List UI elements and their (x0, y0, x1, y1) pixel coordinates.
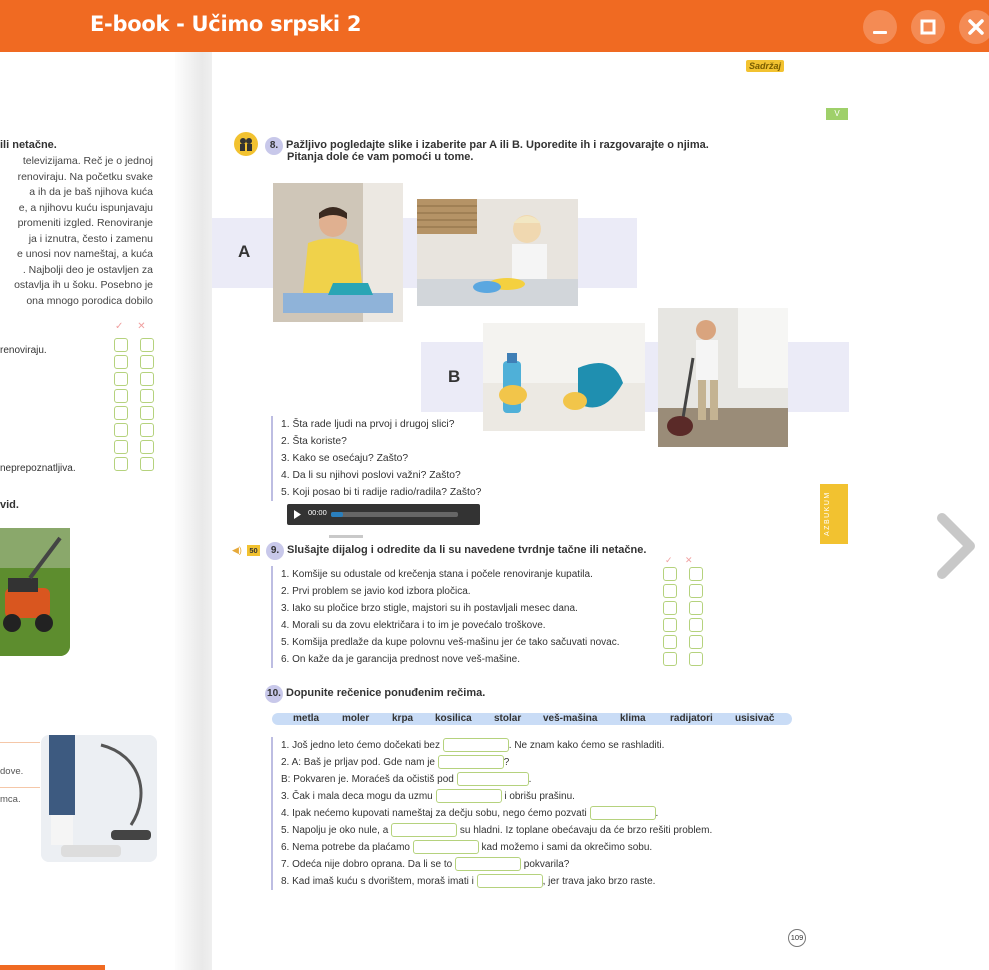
fill-in-blank-input[interactable] (413, 840, 479, 854)
page-number: 109 (788, 929, 806, 947)
true-checkbox[interactable] (663, 601, 677, 615)
close-button[interactable] (959, 10, 989, 44)
false-checkbox[interactable] (689, 601, 703, 615)
exercise9-statements (271, 566, 620, 668)
sentence-item: 8. Kad imaš kuću s dvorištem, moraš imati i , jer trava jako brzo raste. (281, 876, 656, 887)
word-bank-item: usisivač (735, 713, 775, 724)
vacuuming-man-photo[interactable] (658, 308, 788, 447)
statement-item: 6. On kaže da je garancija prednost nove veš-mašine. (281, 654, 521, 665)
pair-b-label: B (448, 367, 461, 386)
true-checkbox[interactable] (663, 652, 677, 666)
left-caption-1: dove. (0, 766, 24, 777)
audio-progress-fill (331, 512, 343, 517)
left-page (0, 52, 175, 970)
fill-in-blank-input[interactable] (590, 806, 656, 820)
word-bank-item: krpa (392, 713, 414, 724)
ironing-woman-photo[interactable] (273, 183, 403, 322)
left-tick-labels: ✓ ✕ (115, 321, 146, 332)
left-true-box[interactable] (114, 440, 128, 454)
left-false-box[interactable] (140, 338, 154, 352)
exercise8-instruction: 8. Pažljivo pogledajte slike i izaberite par A ili B. Uporedite ih i razgovarajte o njima. (265, 137, 709, 155)
left-true-box[interactable] (114, 355, 128, 369)
question-item: 4. Da li su njihovi poslovi važni? Zašto? (281, 470, 461, 481)
left-false-box[interactable] (140, 457, 154, 471)
fill-in-blank-input[interactable] (477, 874, 543, 888)
azbukum-side-tab[interactable] (820, 484, 848, 544)
contents-button[interactable]: Sadržaj (746, 60, 784, 72)
left-false-box[interactable] (140, 406, 154, 420)
fill-in-blank-input[interactable] (438, 755, 504, 769)
left-false-box[interactable] (140, 440, 154, 454)
left-false-box[interactable] (140, 372, 154, 386)
pair-a-label: A (238, 242, 251, 261)
audio-time: 00:00 (308, 508, 327, 517)
maximize-button[interactable] (911, 10, 945, 44)
statement-item: 1. Komšije su odustale od krečenja stana i počele renoviranje kupatila. (281, 569, 593, 580)
sentence-item: 7. Odeća nije dobro oprana. Da li se to pokvarila? (281, 859, 570, 870)
left-true-box[interactable] (114, 389, 128, 403)
next-page-button[interactable] (930, 512, 980, 582)
azbukum-label: AZBUKUM (824, 491, 831, 536)
fill-in-blank-input[interactable] (391, 823, 457, 837)
speaker-icon[interactable]: ◀) (232, 545, 242, 555)
left-false-box[interactable] (140, 389, 154, 403)
statement-item: 3. Iako su pločice brzo stigle, majstori su ih postavljali mesec dana. (281, 603, 578, 614)
left-statement-last: neprepoznatljiva. (0, 463, 76, 474)
left-true-box[interactable] (114, 372, 128, 386)
true-false-header: ✓ ✕ (665, 555, 693, 565)
statement-item: 4. Morali su da zovu električara i to im je povećalo troškove. (281, 620, 546, 631)
true-checkbox[interactable] (663, 584, 677, 598)
sentence-item: 2. A: Baš je prljav pod. Gde nam je ? (281, 757, 510, 768)
true-checkbox[interactable] (663, 567, 677, 581)
ebook-viewer (0, 52, 989, 970)
left-true-box[interactable] (114, 338, 128, 352)
close-icon (959, 10, 989, 44)
page-tab[interactable]: V (826, 108, 848, 120)
word-bank-item: klima (620, 713, 646, 724)
audio-progress-track[interactable] (331, 512, 458, 517)
word-bank-item: veš-mašina (543, 713, 598, 724)
dishwashing-woman-photo[interactable] (417, 199, 578, 306)
false-checkbox[interactable] (689, 618, 703, 632)
exercise9-instruction: 9. Slušajte dijalog i odredite da li su navedene tvrdnje tačne ili netačne. (266, 542, 646, 560)
left-divider (0, 787, 40, 788)
minimize-button[interactable] (863, 10, 897, 44)
left-statement-1: renoviraju. (0, 345, 47, 356)
word-bank-item: kosilica (435, 713, 472, 724)
exercise9-number: 9. (266, 542, 284, 560)
sentence-item: 1. Još jedno leto ćemo dočekati bez . Ne znam kako ćemo se rashladiti. (281, 740, 665, 751)
false-checkbox[interactable] (689, 652, 703, 666)
chevron-right-icon (930, 512, 980, 582)
true-checkbox[interactable] (663, 635, 677, 649)
left-section-fragment: vid. (0, 499, 19, 511)
pair-work-icon (234, 132, 258, 156)
sentence-item: 4. Ipak nećemo kupovati nameštaj za dečju sobu, nego ćemo pozvati . (281, 808, 659, 819)
fill-in-blank-input[interactable] (457, 772, 529, 786)
vacuum-cleaner-photo (41, 735, 157, 862)
false-checkbox[interactable] (689, 584, 703, 598)
exercise8-instruction-2: Pitanja dole će vam pomoći u tome. (287, 151, 474, 163)
exercise8-number: 8. (265, 137, 283, 155)
statement-item: 2. Prvi problem se javio kod izbora pločica. (281, 586, 471, 597)
left-true-box[interactable] (114, 406, 128, 420)
exercise8-questions (271, 416, 481, 501)
exercise10-sentences (271, 737, 712, 890)
fill-in-blank-input[interactable] (436, 789, 502, 803)
left-false-box[interactable] (140, 355, 154, 369)
left-progress-bar (0, 965, 105, 970)
exercise10-number: 10. (265, 685, 283, 703)
window-titlebar (0, 0, 989, 52)
statement-item: 5. Komšija predlaže da kupe polovnu veš-mašinu jer će tako sačuvati novac. (281, 637, 620, 648)
fill-in-blank-input[interactable] (455, 857, 521, 871)
left-true-box[interactable] (114, 457, 128, 471)
fill-in-blank-input[interactable] (443, 738, 509, 752)
left-true-box[interactable] (114, 423, 128, 437)
left-caption-2: mca. (0, 794, 21, 805)
sentence-item: 5. Napolju je oko nule, a su hladni. Iz toplane obećavaju da će brzo rešiti problem. (281, 825, 713, 836)
left-heading-fragment: ili netačne. (0, 139, 57, 151)
left-paragraph: televizijama. Reč je o jednoj renoviraju. Na početku svake a ih da je baš njihova kuća e, a njihovu kuću ispunjavaju promeniti izgled. Renoviranje ja i iznutra, često i zamenu e unosi nov nameštaj, a kuća . Najbolji deo je ostavljen za ostavlja ih u šoku. Posebno je ona mnogo porodica dobilo (14, 155, 153, 307)
word-bank (272, 713, 792, 725)
sentence-item: 3. Čak i mala deca mogu da uzmu i obrišu prašinu. (281, 791, 575, 802)
word-bank-item: stolar (494, 713, 522, 724)
left-false-box[interactable] (140, 423, 154, 437)
question-item: 3. Kako se osećaju? Zašto? (281, 453, 409, 464)
right-page (212, 52, 852, 970)
minimize-icon (863, 10, 897, 44)
word-bank-item: radijatori (670, 713, 713, 724)
lawn-mower-photo (0, 528, 70, 656)
audio-divider (329, 535, 363, 538)
audio-player (287, 504, 480, 525)
false-checkbox[interactable] (689, 567, 703, 581)
question-item: 5. Koji posao bi ti radije radio/radila? Zašto? (281, 487, 482, 498)
window-title: E-book - Učimo srpski 2 (90, 12, 362, 36)
question-item: 1. Šta rade ljudi na prvoj i drugoj slici? (281, 419, 455, 430)
left-divider (0, 742, 40, 743)
sentence-item: B: Pokvaren je. Moraćeš da očistiš pod . (281, 774, 532, 785)
word-bank-item: moler (342, 713, 370, 724)
false-checkbox[interactable] (689, 635, 703, 649)
true-checkbox[interactable] (663, 618, 677, 632)
sentence-item: 6. Nema potrebe da plaćamo kad možemo i sami da okrečimo sobu. (281, 842, 653, 853)
question-item: 2. Šta koriste? (281, 436, 347, 447)
play-icon[interactable] (293, 510, 302, 519)
maximize-icon (911, 10, 945, 44)
window-cleaning-photo[interactable] (483, 323, 645, 431)
audio-track-number: 50 (247, 545, 260, 556)
exercise10-instruction: 10. Dopunite rečenice ponuđenim rečima. (265, 685, 485, 703)
word-bank-item: metla (293, 713, 320, 724)
